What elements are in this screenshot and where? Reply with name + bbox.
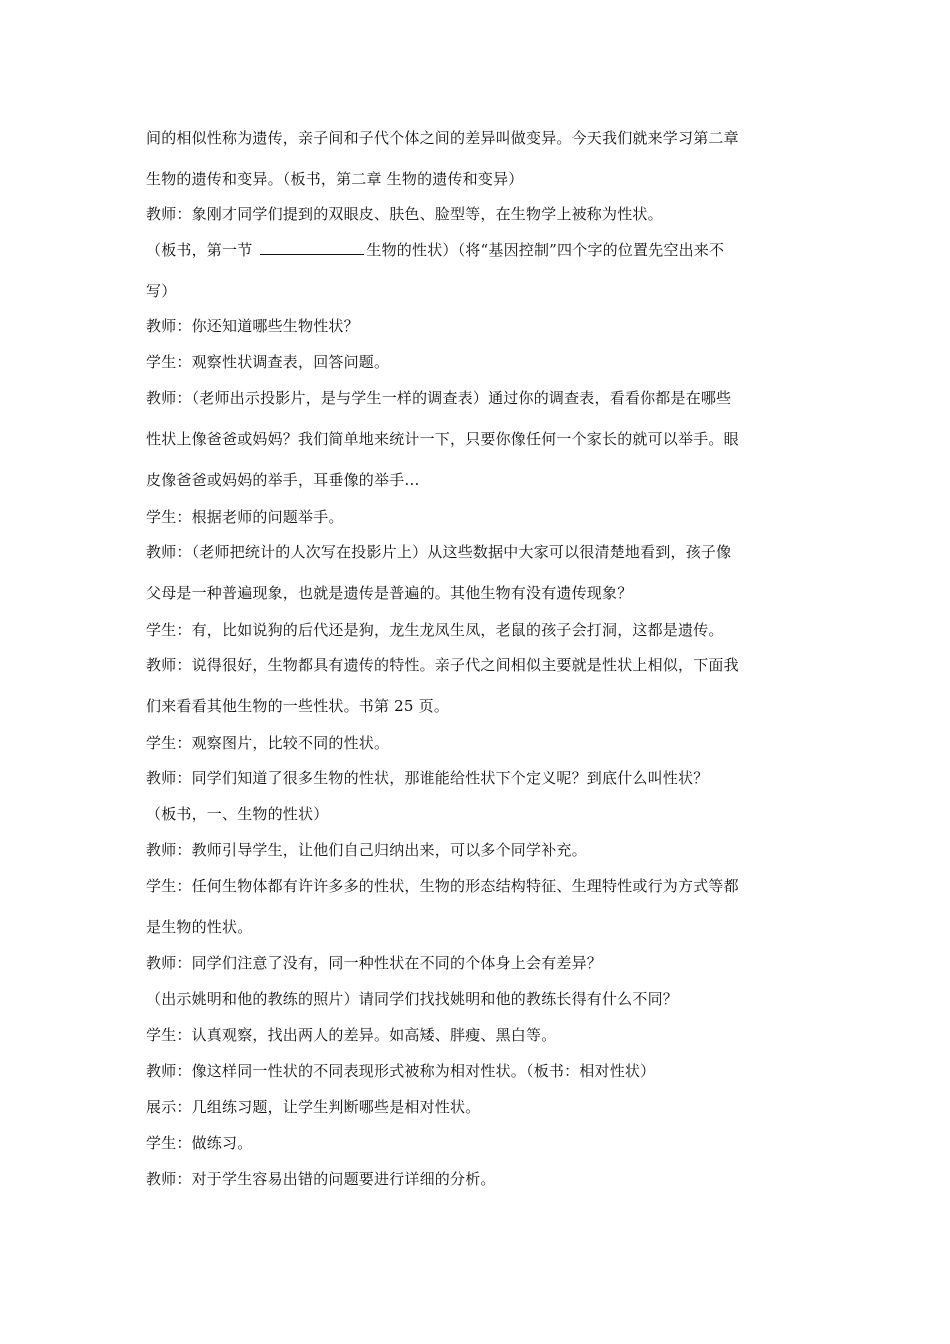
text-line: 皮像爸爸或妈妈的举手，耳垂像的举手… bbox=[146, 471, 420, 489]
text-line: （出示姚明和他的教练的照片）请同学们找找姚明和他的教练长得有什么不同？ bbox=[146, 990, 679, 1008]
text-line: 学生：根据老师的问题举手。 bbox=[146, 508, 344, 526]
text-line: 学生：认真观察，找出两人的差异。如高矮、胖瘦、黑白等。 bbox=[146, 1026, 557, 1044]
text-line: 教师：象刚才同学们提到的双眼皮、肤色、脸型等，在生物学上被称为性状。 bbox=[146, 205, 663, 223]
text-line: （板书，一、生物的性状） bbox=[146, 805, 329, 823]
text-line: 教师：对于学生容易出错的问题要进行详细的分析。 bbox=[146, 1170, 496, 1188]
text-segment: 生物的性状）（将“基因控制”四个字的位置先空出来不 bbox=[366, 241, 725, 259]
text-line: 间的相似性称为遗传，亲子间和子代个体之间的差异叫做变异。今天我们就来学习第二章 bbox=[146, 129, 739, 147]
text-line-with-blank bbox=[146, 240, 826, 260]
text-line: 是生物的性状。 bbox=[146, 918, 253, 936]
text-line: 教师：说得很好，生物都具有遗传的特性。亲子代之间相似主要就是性状上相似，下面我 bbox=[146, 656, 739, 674]
fill-in-blank bbox=[260, 240, 364, 255]
text-line: 们来看看其他生物的一些性状。书第 25 页。 bbox=[146, 697, 450, 715]
text-line: 父母是一种普遍现象，也就是遗传是普遍的。其他生物有没有遗传现象？ bbox=[146, 584, 633, 602]
text-line: 生物的遗传和变异。（板书，第二章 生物的遗传和变异） bbox=[146, 170, 524, 188]
text-line: 学生：做练习。 bbox=[146, 1134, 253, 1152]
text-line: 教师：（老师出示投影片，是与学生一样的调查表）通过你的调查表，看看你都是在哪些 bbox=[146, 389, 732, 407]
text-line: 学生：观察图片，比较不同的性状。 bbox=[146, 734, 390, 752]
text-line: 教师：同学们注意了没有，同一种性状在不同的个体身上会有差异？ bbox=[146, 954, 603, 972]
text-line: 教师：教师引导学生，让他们自己归纳出来，可以多个同学补充。 bbox=[146, 841, 587, 859]
text-line: 教师：同学们知道了很多生物的性状，那谁能给性状下个定义呢？到底什么叫性状？ bbox=[146, 769, 709, 787]
text-line: 教师：（老师把统计的人次写在投影片上）从这些数据中大家可以很清楚地看到，孩子像 bbox=[146, 543, 732, 561]
text-line: 学生：有，比如说狗的后代还是狗，龙生龙凤生凤，老鼠的孩子会打洞，这都是遗传。 bbox=[146, 621, 724, 639]
text-line: 展示：几组练习题，让学生判断哪些是相对性状。 bbox=[146, 1098, 481, 1116]
text-line: 学生：任何生物体都有许许多多的性状，生物的形态结构特征、生理特性或行为方式等都 bbox=[146, 877, 739, 895]
text-line: 学生：观察性状调查表，回答问题。 bbox=[146, 353, 390, 371]
text-segment: （板书，第一节 bbox=[146, 241, 253, 259]
text-line: 性状上像爸爸或妈妈？我们简单地来统计一下，只要你像任何一个家长的就可以举手。眼 bbox=[146, 430, 739, 448]
text-line: 写） bbox=[146, 282, 177, 300]
text-line: 教师：你还知道哪些生物性状？ bbox=[146, 317, 359, 335]
text-line: 教师：像这样同一性状的不同表现形式被称为相对性状。（板书：相对性状） bbox=[146, 1062, 656, 1080]
